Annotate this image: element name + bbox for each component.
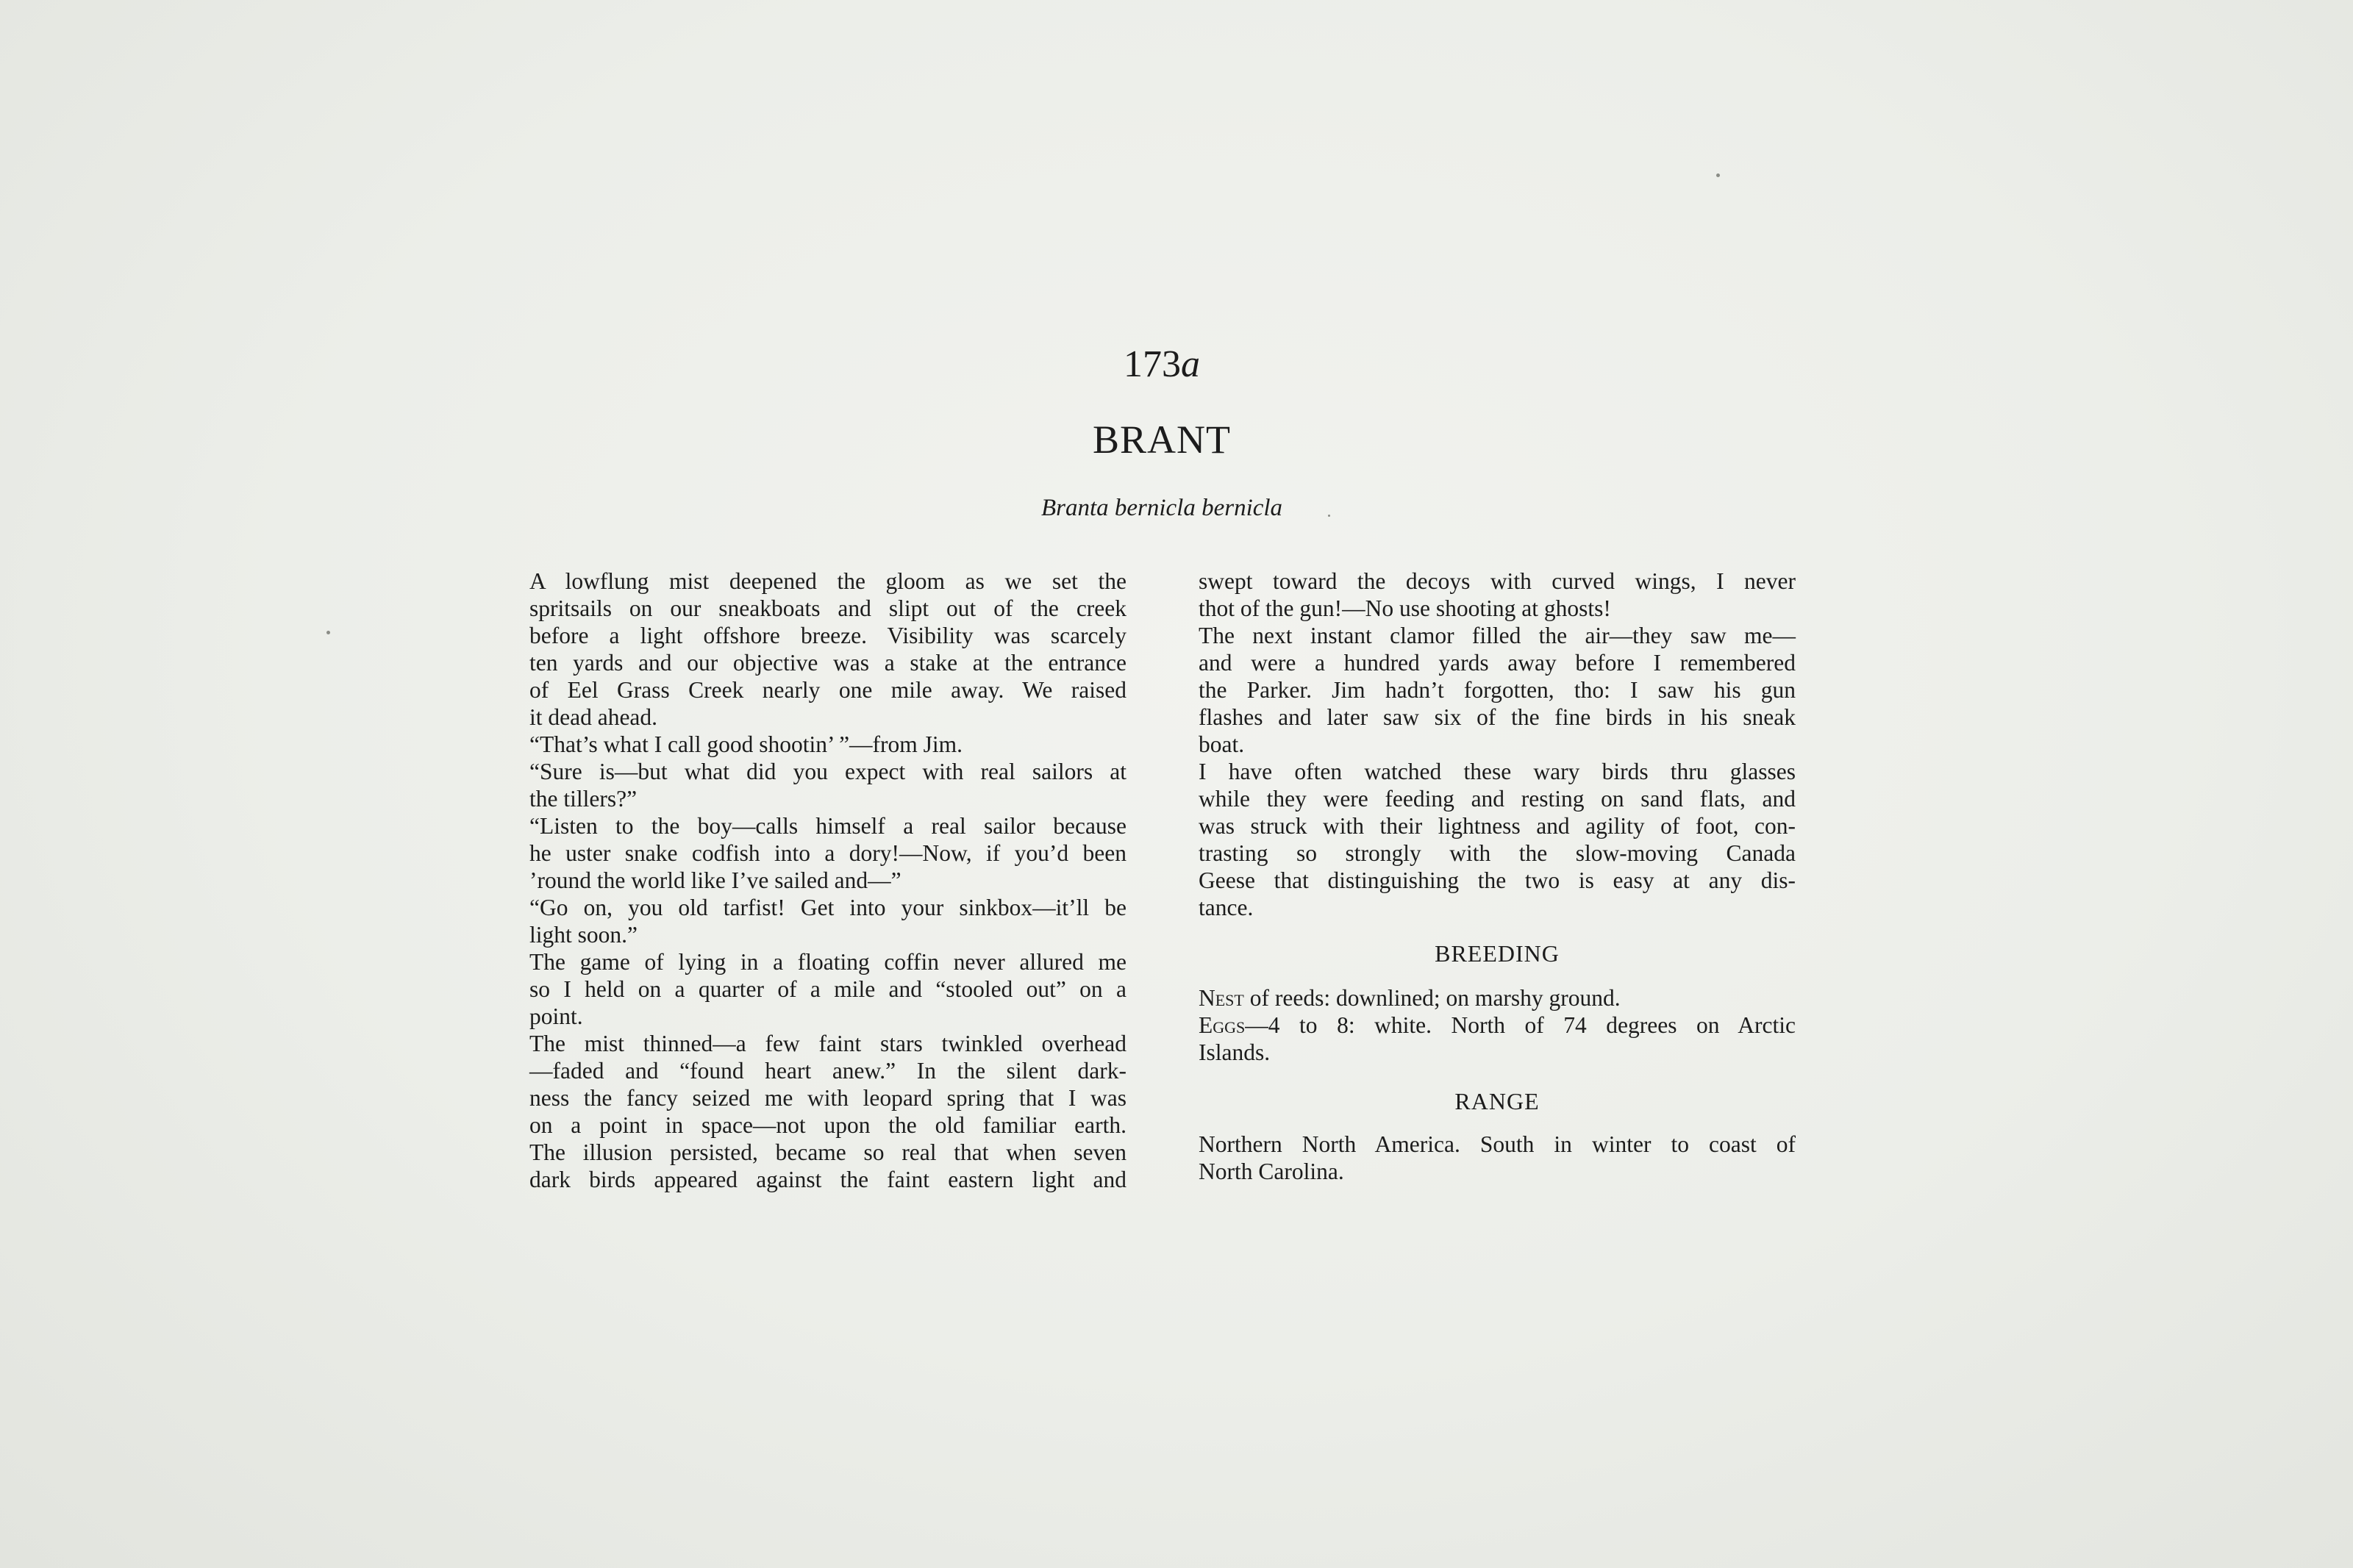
plate-number-suffix: a: [1181, 343, 1200, 385]
text-line: trasting so strongly with the slow-moving Canada: [1199, 840, 1796, 866]
text-line: “That’s what I call good shootin’ ”—from Jim.: [529, 731, 963, 757]
breeding-heading: BREEDING: [1435, 940, 1560, 967]
text-line: The game of lying in a floating coffin never allured me: [529, 949, 1126, 975]
text-line: swept toward the decoys with curved wings, I never: [1199, 568, 1796, 594]
narrative-left-column: [529, 568, 1126, 1193]
text-line: ’round the world like I’ve sailed and—”: [529, 867, 901, 893]
plate-number-digits: 173: [1124, 343, 1181, 385]
text-line: dark birds appeared against the faint eastern light and: [529, 1167, 1126, 1192]
text-line: light soon.”: [529, 922, 638, 948]
text-line: Geese that distinguishing the two is easy at any dis-: [1199, 867, 1796, 893]
nest-text: of reeds: downlined; on marshy ground.: [1243, 985, 1621, 1011]
nest-line: [1199, 984, 1796, 1012]
text-line: “Listen to the boy—calls himself a real sailor because: [529, 813, 1126, 839]
text-line: the Parker. Jim hadn’t forgotten, tho: I saw his gun: [1199, 677, 1796, 703]
text-line: “Sure is—but what did you expect with real sailors at: [529, 759, 1126, 784]
species-title: BRANT: [1092, 418, 1231, 462]
paper-speck: [1716, 173, 1720, 177]
text-line: ness the fancy seized me with leopard spring that I was: [529, 1085, 1126, 1111]
text-line: before a light offshore breeze. Visibility was scarcely: [529, 623, 1126, 648]
text-line: Northern North America. South in winter to coast of: [1199, 1131, 1796, 1157]
paper-speck: [326, 631, 330, 634]
eggs-label: Eggs: [1199, 1012, 1246, 1038]
text-line: flashes and later saw six of the fine birds in his sneak: [1199, 704, 1796, 730]
nest-label: Nest: [1199, 985, 1244, 1011]
text-line: while they were feeding and resting on sand flats, and: [1199, 786, 1796, 812]
text-line: and were a hundred yards away before I remembered: [1199, 650, 1796, 676]
text-line: of Eel Grass Creek nearly one mile away. We raised: [529, 677, 1126, 703]
text-line: A lowflung mist deepened the gloom as we set the: [529, 568, 1126, 594]
text-line: he uster snake codfish into a dory!—Now, if you’d been: [529, 840, 1126, 866]
text-line: North Carolina.: [1199, 1159, 1344, 1184]
text-line: The illusion persisted, became so real that when seven: [529, 1139, 1126, 1165]
text-line: The mist thinned—a few faint stars twinkled overhead: [529, 1031, 1126, 1056]
text-line: thot of the gun!—No use shooting at ghosts!: [1199, 595, 1611, 621]
text-line: tance.: [1199, 895, 1254, 920]
text-line: on a point in space—not upon the old familiar earth.: [529, 1112, 1126, 1138]
plate-number: [0, 335, 2324, 394]
text-line: I have often watched these wary birds thru glasses: [1199, 759, 1796, 784]
text-line: was struck with their lightness and agility of foot, con-: [1199, 813, 1796, 839]
text-line: boat.: [1199, 731, 1245, 757]
text-line: “Go on, you old tarfist! Get into your sinkbox—it’ll be: [529, 895, 1126, 920]
text-line: the tillers?”: [529, 786, 638, 812]
text-line: point.: [529, 1003, 583, 1029]
eggs-text: —4 to 8: white. North of 74 degrees on Arctic: [1245, 1012, 1796, 1038]
text-line: spritsails on our sneakboats and slipt out of the creek: [529, 595, 1126, 621]
range-heading: RANGE: [1454, 1088, 1540, 1114]
text-line: so I held on a quarter of a mile and “stooled out” on a: [529, 976, 1126, 1002]
text-line: —faded and “found heart anew.” In the silent dark-: [529, 1058, 1126, 1084]
text-line: it dead ahead.: [529, 704, 658, 730]
narrative-right-column: [1199, 568, 1796, 1185]
text-line: Islands.: [1199, 1039, 1271, 1065]
scientific-name: Branta bernicla bernicla: [1040, 495, 1283, 521]
eggs-line: [1199, 1012, 1796, 1039]
text-line: ten yards and our objective was a stake at the entrance: [529, 650, 1126, 676]
text-line: The next instant clamor filled the air—they saw me—: [1199, 623, 1796, 648]
